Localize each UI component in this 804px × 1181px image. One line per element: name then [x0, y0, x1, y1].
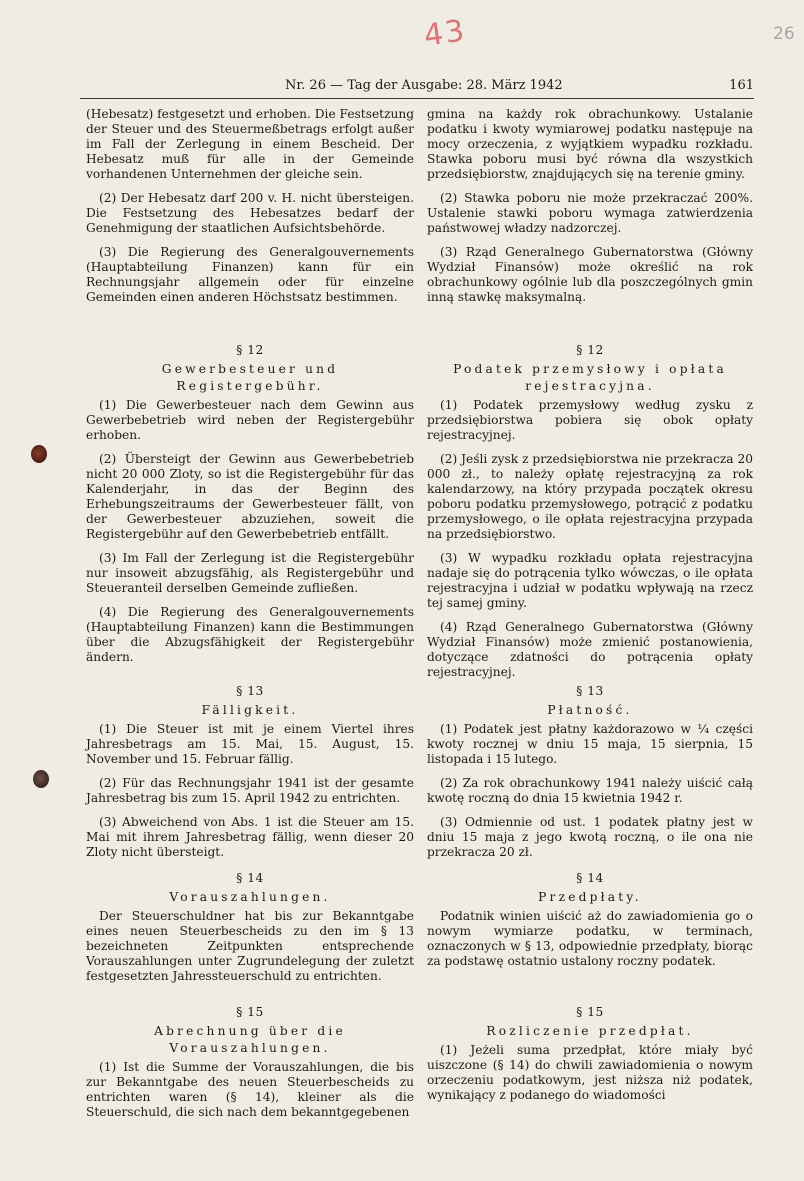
paragraph: (2) Jeśli zysk z przedsiębiorstwa nie przekracza 20 000 zł., to należy opłatę rejestracyjną za rok kalendarzowy, na który przypada początek okresu poboru podatku przemysłowego, potrącić z podatku przemysłowego, o ile opłata rejestracyjna przypada na przedsiębiorstwo.	[427, 452, 753, 541]
paragraph: (1) Jeżeli suma przedpłat, które miały być uiszczone (§ 14) do chwili zawiadomienia o nowym orzeczeniu podatkowym, jest niższa niż podatek, wynikający z podanego do wiadomości	[427, 1043, 753, 1102]
section-number: § 12	[236, 343, 264, 357]
section-number: § 13	[576, 684, 604, 698]
right-section-13	[427, 684, 753, 869]
paragraph: (Hebesatz) festgesetzt und erhoben. Die Festsetzung der Steuer und des Steuermeßbetrags erfolgt außer im Fall der Zerlegung in einem Bescheid. Der Hebesatz muß für alle in der Gemeinde vorhandenen Unternehmen der gleiche sein.	[86, 107, 414, 181]
right-section-14	[427, 871, 753, 978]
paragraph: (1) Podatek jest płatny każdorazowo w ¼ części kwoty rocznej w dniu 15 maja, 15 sierpnia, 15 listopada i 15 lutego.	[427, 722, 753, 766]
paragraph: (2) Za rok obrachunkowy 1941 należy uiścić całą kwotę roczną do dnia 15 kwietnia 1942 r.	[427, 776, 753, 805]
paragraph: Der Steuerschuldner hat bis zur Bekanntgabe eines neuen Steuerbescheids zu den im § 13 bezeichneten Zeitpunkten entsprechende Vorauszahlungen unter Zugrundelegung der zuletzt festgesetzten Jahressteuerschuld zu entrichten.	[86, 909, 414, 983]
left-section-15	[86, 1005, 414, 1129]
punch-hole-icon	[31, 445, 47, 463]
section-title: Podatek przemysłowy i opłata rejestracyjna.	[453, 362, 727, 393]
left-section-13	[86, 684, 414, 869]
paragraph: (1) Die Steuer ist mit je einem Viertel ihres Jahresbetrags am 15. Mai, 15. August, 15. November und 15. Februar fällig.	[86, 722, 414, 766]
section-number: § 12	[576, 343, 604, 357]
left-section-14	[86, 871, 414, 993]
paragraph: (3) Rząd Generalnego Gubernatorstwa (Główny Wydział Finansów) może określić na rok obrachunkowy ogólnie lub dla poszczególnych gmin inną stawkę maksymalną.	[427, 245, 753, 304]
paragraph: gmina na każdy rok obrachunkowy. Ustalanie podatku i kwoty wymiarowej podatku następuje na mocy orzeczenia, z wyjątkiem wypadku rozkładu. Stawka poboru musi być równa dla wszystkich przedsiębiorstw, znajdujących się na terenie gminy.	[427, 107, 753, 181]
paragraph: (3) W wypadku rozkładu opłata rejestracyjna nadaje się do potrącenia tylko wówczas, o ile opłata rejestracyjna i udział w podatku wpływają na rzecz tej samej gminy.	[427, 551, 753, 610]
paragraph: Podatnik winien uiścić aż do zawiadomienia go o nowym wymiarze podatku, w terminach, oznaczonych w § 13, odpowiednie przedpłaty, biorąc za podstawę ostatnio ustalony roczny podatek.	[427, 909, 753, 968]
section-title: Płatność.	[547, 703, 633, 717]
section-number: § 14	[236, 871, 264, 885]
issue-line: Nr. 26 — Tag der Ausgabe: 28. März 1942	[285, 78, 563, 93]
paragraph: (2) Für das Rechnungsjahr 1941 ist der gesamte Jahresbetrag bis zum 15. April 1942 zu entrichten.	[86, 776, 414, 805]
paragraph: (3) Die Regierung des Generalgouvernements (Hauptabteilung Finanzen) kann für ein Rechnungsjahr allgemein oder für einzelne Gemeinden einen anderen Höchstsatz bestimmen.	[86, 245, 414, 304]
paragraph: (1) Die Gewerbesteuer nach dem Gewinn aus Gewerbebetrieb wird neben der Registergebühr erhoben.	[86, 398, 414, 442]
section-title: Abrechnung über die Vorauszahlungen.	[154, 1024, 346, 1055]
paragraph: (1) Podatek przemysłowy według zysku z przedsiębiorstwa pobiera się obok opłaty rejestracyjnej.	[427, 398, 753, 442]
paragraph: (3) Abweichend von Abs. 1 ist die Steuer am 15. Mai mit ihrem Jahresbetrag fällig, wenn dieser 20 Zloty nicht übersteigt.	[86, 815, 414, 859]
left-intro	[86, 107, 414, 314]
section-number: § 14	[576, 871, 604, 885]
page-number: 161	[729, 78, 754, 93]
left-section-12	[86, 343, 414, 674]
section-number: § 13	[236, 684, 264, 698]
section-number: § 15	[236, 1005, 264, 1019]
paragraph: (4) Die Regierung des Generalgouvernements (Hauptabteilung Finanzen) kann die Bestimmungen über die Abzugsfähigkeit der Registergebühr ändern.	[86, 605, 414, 664]
paragraph: (2) Der Hebesatz darf 200 v. H. nicht übersteigen. Die Festsetzung des Hebesatzes bedarf der Genehmigung der staatlichen Aufsichtsbehörde.	[86, 191, 414, 235]
section-title: Fälligkeit.	[201, 703, 299, 717]
page-header	[80, 76, 754, 99]
section-number: § 15	[576, 1005, 604, 1019]
paragraph: (3) Im Fall der Zerlegung ist die Registergebühr nur insoweit abzugsfähig, als Registergebühr und Steueranteil derselben Gemeinde zufließen.	[86, 551, 414, 595]
section-title: Przedpłaty.	[538, 890, 642, 904]
section-title: Vorauszahlungen.	[169, 890, 331, 904]
paragraph: (3) Odmiennie od ust. 1 podatek płatny jest w dniu 15 maja z jego kwotą roczną, o ile ona nie przekracza 20 zł.	[427, 815, 753, 859]
paragraph: (2) Übersteigt der Gewinn aus Gewerbebetrieb nicht 20 000 Zloty, so ist die Registergebühr für das Kalenderjahr, in das der Beginn des Erhebungszeitraums der Gewerbesteuer fällt, von der Gewerbesteuer abzuziehen, soweit die Registergebühr auf den Gewerbebetrieb entfällt.	[86, 452, 414, 541]
margin-pencil-mark: 26	[773, 24, 795, 44]
right-section-12	[427, 343, 753, 689]
section-title: Rozliczenie przedpłat.	[486, 1024, 694, 1038]
paragraph: (2) Stawka poboru nie może przekraczać 200%. Ustalenie stawki poboru wymaga zatwierdzenia państwowej władzy nadzorczej.	[427, 191, 753, 235]
paragraph: (4) Rząd Generalnego Gubernatorstwa (Główny Wydział Finansów) może zmienić postanowienia, dotyczące zdatności do potrącenia opłaty rejestracyjnej.	[427, 620, 753, 679]
punch-hole-icon	[33, 770, 49, 788]
right-intro	[427, 107, 753, 314]
right-section-15	[427, 1005, 753, 1112]
paragraph: (1) Ist die Summe der Vorauszahlungen, die bis zur Bekanntgabe des neuen Steuerbescheids zu entrichten waren (§ 14), kleiner als die Steuerschuld, die sich nach dem bekanntgegebenen	[86, 1060, 414, 1119]
handwritten-page-mark: 43	[421, 13, 469, 54]
section-title: Gewerbesteuer und Registergebühr.	[161, 362, 339, 393]
